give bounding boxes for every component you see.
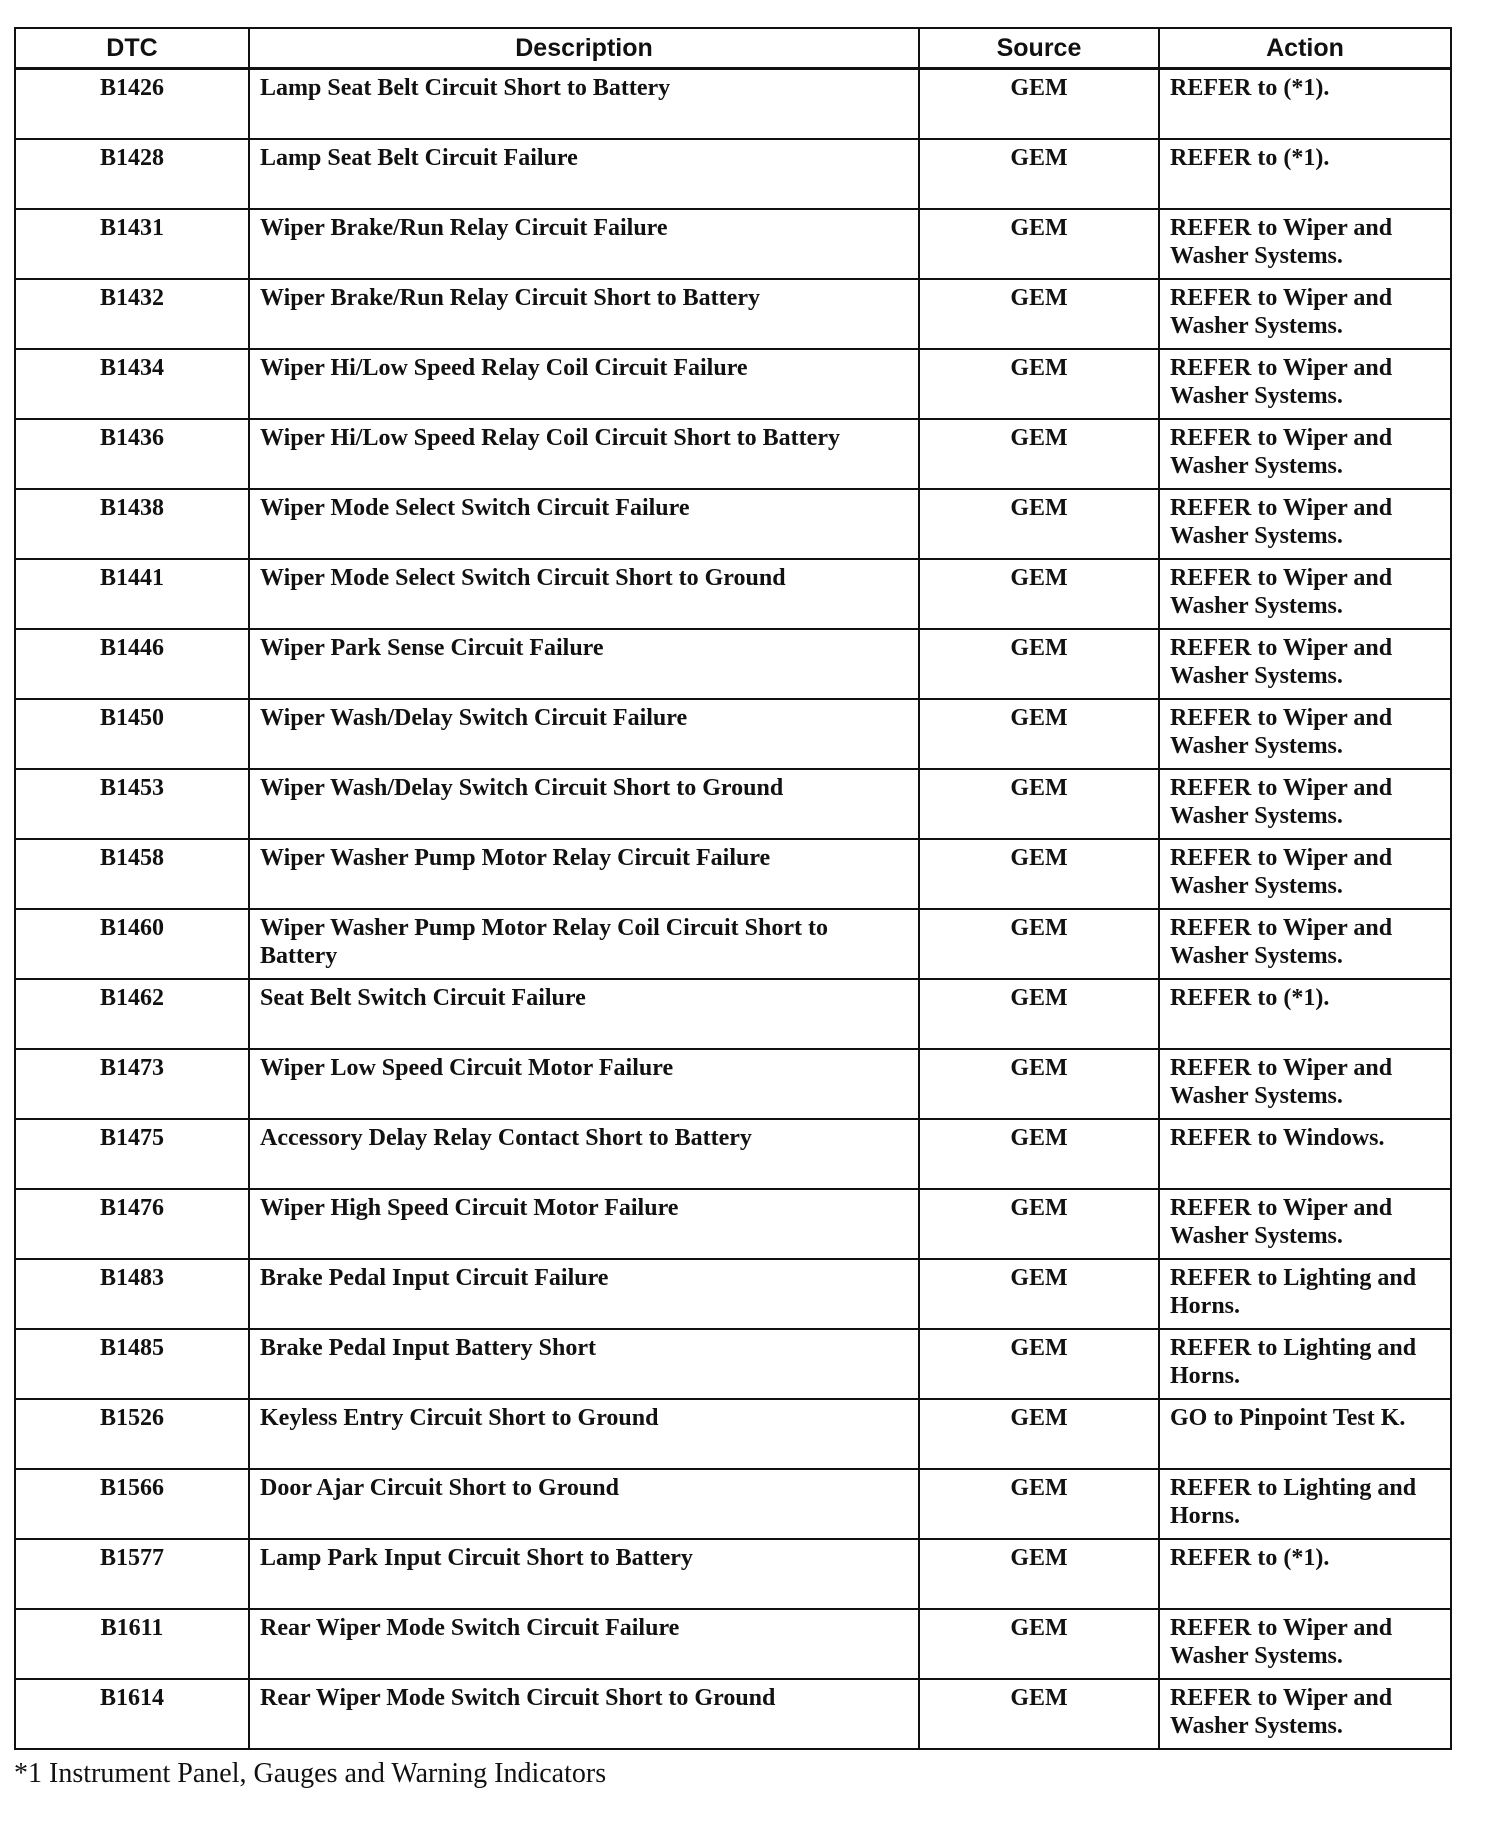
action-cell: REFER to Wiper and Washer Systems. <box>1159 419 1451 489</box>
description-cell: Wiper Washer Pump Motor Relay Circuit Failure <box>249 839 919 909</box>
action-cell: REFER to Wiper and Washer Systems. <box>1159 839 1451 909</box>
description-cell: Rear Wiper Mode Switch Circuit Failure <box>249 1609 919 1679</box>
action-cell: REFER to Lighting and Horns. <box>1159 1469 1451 1539</box>
description-cell: Wiper Mode Select Switch Circuit Failure <box>249 489 919 559</box>
dtc-code-cell: B1614 <box>15 1679 249 1749</box>
source-cell: GEM <box>919 909 1159 979</box>
table-row <box>15 1679 1451 1749</box>
dtc-code-cell: B1432 <box>15 279 249 349</box>
dtc-code-cell: B1453 <box>15 769 249 839</box>
action-cell: REFER to Wiper and Washer Systems. <box>1159 1679 1451 1749</box>
dtc-code-cell: B1426 <box>15 69 249 139</box>
source-cell: GEM <box>919 1679 1159 1749</box>
table-row <box>15 419 1451 489</box>
description-cell: Keyless Entry Circuit Short to Ground <box>249 1399 919 1469</box>
action-cell: REFER to Wiper and Washer Systems. <box>1159 489 1451 559</box>
action-cell: REFER to Windows. <box>1159 1119 1451 1189</box>
table-row <box>15 209 1451 279</box>
action-cell: REFER to Lighting and Horns. <box>1159 1329 1451 1399</box>
source-cell: GEM <box>919 1399 1159 1469</box>
action-cell: REFER to Wiper and Washer Systems. <box>1159 349 1451 419</box>
dtc-code-cell: B1577 <box>15 1539 249 1609</box>
table-row <box>15 489 1451 559</box>
table-row <box>15 1539 1451 1609</box>
description-cell: Wiper Hi/Low Speed Relay Coil Circuit Short to Battery <box>249 419 919 489</box>
source-cell: GEM <box>919 489 1159 559</box>
source-cell: GEM <box>919 839 1159 909</box>
dtc-code-cell: B1434 <box>15 349 249 419</box>
action-cell: REFER to (*1). <box>1159 1539 1451 1609</box>
source-cell: GEM <box>919 979 1159 1049</box>
table-body <box>15 69 1451 1749</box>
dtc-code-cell: B1428 <box>15 139 249 209</box>
description-cell: Wiper Wash/Delay Switch Circuit Failure <box>249 699 919 769</box>
table-row <box>15 909 1451 979</box>
source-cell: GEM <box>919 1329 1159 1399</box>
source-cell: GEM <box>919 349 1159 419</box>
source-cell: GEM <box>919 699 1159 769</box>
action-cell: GO to Pinpoint Test K. <box>1159 1399 1451 1469</box>
table-row <box>15 1329 1451 1399</box>
description-cell: Wiper Park Sense Circuit Failure <box>249 629 919 699</box>
action-cell: REFER to Wiper and Washer Systems. <box>1159 769 1451 839</box>
dtc-code-cell: B1450 <box>15 699 249 769</box>
dtc-code-cell: B1476 <box>15 1189 249 1259</box>
description-cell: Wiper Brake/Run Relay Circuit Failure <box>249 209 919 279</box>
table-row <box>15 1189 1451 1259</box>
dtc-code-cell: B1566 <box>15 1469 249 1539</box>
action-cell: REFER to Wiper and Washer Systems. <box>1159 559 1451 629</box>
dtc-code-cell: B1526 <box>15 1399 249 1469</box>
header-action: Action <box>1159 28 1451 69</box>
description-cell: Lamp Seat Belt Circuit Short to Battery <box>249 69 919 139</box>
source-cell: GEM <box>919 559 1159 629</box>
table-row <box>15 1119 1451 1189</box>
dtc-code-cell: B1473 <box>15 1049 249 1119</box>
description-cell: Wiper Hi/Low Speed Relay Coil Circuit Failure <box>249 349 919 419</box>
source-cell: GEM <box>919 769 1159 839</box>
description-cell: Wiper Wash/Delay Switch Circuit Short to Ground <box>249 769 919 839</box>
dtc-code-cell: B1436 <box>15 419 249 489</box>
description-cell: Wiper Low Speed Circuit Motor Failure <box>249 1049 919 1119</box>
table-row <box>15 349 1451 419</box>
action-cell: REFER to Wiper and Washer Systems. <box>1159 699 1451 769</box>
table-row <box>15 1469 1451 1539</box>
source-cell: GEM <box>919 1119 1159 1189</box>
dtc-code-cell: B1438 <box>15 489 249 559</box>
header-dtc: DTC <box>15 28 249 69</box>
description-cell: Seat Belt Switch Circuit Failure <box>249 979 919 1049</box>
source-cell: GEM <box>919 1259 1159 1329</box>
source-cell: GEM <box>919 1469 1159 1539</box>
table-row <box>15 979 1451 1049</box>
footnote: *1 Instrument Panel, Gauges and Warning Indicators <box>14 1757 607 1789</box>
action-cell: REFER to Wiper and Washer Systems. <box>1159 909 1451 979</box>
source-cell: GEM <box>919 1539 1159 1609</box>
action-cell: REFER to (*1). <box>1159 69 1451 139</box>
source-cell: GEM <box>919 1189 1159 1259</box>
description-cell: Brake Pedal Input Circuit Failure <box>249 1259 919 1329</box>
source-cell: GEM <box>919 1609 1159 1679</box>
source-cell: GEM <box>919 1049 1159 1119</box>
table-row <box>15 139 1451 209</box>
table-row <box>15 629 1451 699</box>
dtc-code-cell: B1483 <box>15 1259 249 1329</box>
action-cell: REFER to (*1). <box>1159 979 1451 1049</box>
description-cell: Brake Pedal Input Battery Short <box>249 1329 919 1399</box>
action-cell: REFER to Wiper and Washer Systems. <box>1159 1189 1451 1259</box>
table-header-row <box>15 28 1451 69</box>
description-cell: Wiper Brake/Run Relay Circuit Short to Battery <box>249 279 919 349</box>
header-source: Source <box>919 28 1159 69</box>
description-cell: Door Ajar Circuit Short to Ground <box>249 1469 919 1539</box>
dtc-code-cell: B1462 <box>15 979 249 1049</box>
table-row <box>15 1259 1451 1329</box>
dtc-code-cell: B1485 <box>15 1329 249 1399</box>
document-page <box>14 27 1450 1790</box>
table-row <box>15 769 1451 839</box>
source-cell: GEM <box>919 419 1159 489</box>
action-cell: REFER to Wiper and Washer Systems. <box>1159 629 1451 699</box>
dtc-code-cell: B1460 <box>15 909 249 979</box>
source-cell: GEM <box>919 629 1159 699</box>
table-row <box>15 839 1451 909</box>
source-cell: GEM <box>919 69 1159 139</box>
table-row <box>15 699 1451 769</box>
table-row <box>15 1609 1451 1679</box>
action-cell: REFER to Wiper and Washer Systems. <box>1159 279 1451 349</box>
description-cell: Wiper Mode Select Switch Circuit Short to Ground <box>249 559 919 629</box>
table-row <box>15 279 1451 349</box>
action-cell: REFER to (*1). <box>1159 139 1451 209</box>
description-cell: Wiper Washer Pump Motor Relay Coil Circuit Short to Battery <box>249 909 919 979</box>
action-cell: REFER to Wiper and Washer Systems. <box>1159 209 1451 279</box>
dtc-code-cell: B1475 <box>15 1119 249 1189</box>
table-row <box>15 559 1451 629</box>
description-cell: Lamp Seat Belt Circuit Failure <box>249 139 919 209</box>
description-cell: Wiper High Speed Circuit Motor Failure <box>249 1189 919 1259</box>
header-description: Description <box>249 28 919 69</box>
table-row <box>15 69 1451 139</box>
description-cell: Accessory Delay Relay Contact Short to Battery <box>249 1119 919 1189</box>
dtc-table <box>14 27 1452 1750</box>
action-cell: REFER to Wiper and Washer Systems. <box>1159 1609 1451 1679</box>
dtc-code-cell: B1611 <box>15 1609 249 1679</box>
description-cell: Rear Wiper Mode Switch Circuit Short to Ground <box>249 1679 919 1749</box>
action-cell: REFER to Lighting and Horns. <box>1159 1259 1451 1329</box>
table-row <box>15 1049 1451 1119</box>
dtc-code-cell: B1431 <box>15 209 249 279</box>
dtc-code-cell: B1446 <box>15 629 249 699</box>
source-cell: GEM <box>919 279 1159 349</box>
dtc-code-cell: B1441 <box>15 559 249 629</box>
description-cell: Lamp Park Input Circuit Short to Battery <box>249 1539 919 1609</box>
dtc-code-cell: B1458 <box>15 839 249 909</box>
action-cell: REFER to Wiper and Washer Systems. <box>1159 1049 1451 1119</box>
source-cell: GEM <box>919 209 1159 279</box>
source-cell: GEM <box>919 139 1159 209</box>
table-row <box>15 1399 1451 1469</box>
